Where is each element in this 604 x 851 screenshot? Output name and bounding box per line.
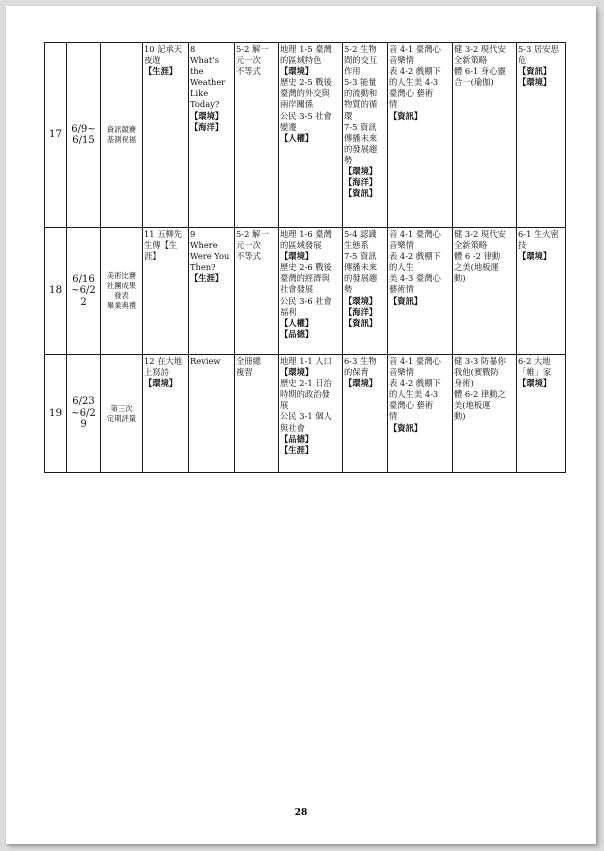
social-lesson-line: 【環境】 (280, 251, 314, 262)
arts-lesson-line: 音 4-1 臺灣心 (389, 44, 441, 54)
arts-issue-tag: 【資訊】 (389, 295, 423, 306)
date-range-line: 6/15 (72, 135, 95, 146)
social-lesson-line: 歷史 2-5 戰後 (280, 77, 332, 88)
english-lesson-line: Review (190, 356, 221, 366)
arts-lesson-line: 音樂情 (389, 367, 414, 378)
comp-issue-tag: 【環境】 (518, 378, 552, 389)
social-lesson-line: 歷史 2-1 日治 (280, 378, 332, 389)
chinese-subject-cell (143, 228, 189, 355)
arts-lesson-line: 的人生美 4-3 (389, 389, 439, 400)
comp-subject-cell (517, 228, 566, 355)
comp-lesson-line: 6-1 生火密 (518, 229, 559, 239)
arts-lesson-line: 的人生 (389, 262, 414, 273)
school-event-line: 定期評量 (106, 413, 137, 423)
social-lesson-line: 【環境】 (280, 367, 314, 378)
page-number: 28 (294, 808, 308, 818)
science-lesson-line: 的發展趨 (344, 143, 378, 154)
science-lesson-line: 的保育 (344, 367, 369, 378)
arts-subject-cell (388, 355, 453, 473)
social-lesson-line: 的區域發展 (280, 240, 322, 251)
science-lesson-line: 生態系 (344, 240, 369, 251)
social-subject-cell (279, 228, 343, 355)
social-lesson-line: 臺灣的外交與 (280, 88, 330, 99)
school-event-line: 第三次 (110, 403, 133, 413)
comp-issue-tag: 【環境】 (518, 251, 552, 262)
schedule-row (45, 43, 566, 228)
arts-subject-cell (388, 228, 453, 355)
arts-lesson-line: 表 4-2 戲棚下 (389, 378, 441, 389)
school-event-cell (101, 355, 143, 473)
date-range-line: 6/9~ (71, 123, 96, 135)
science-lesson-line: 勢 (344, 284, 353, 295)
arts-lesson-line: 表 4-2 戲棚下 (389, 251, 441, 262)
comp-issue-tag: 【資訊】 (518, 66, 552, 77)
arts-lesson-line: 音樂情 (389, 55, 414, 66)
social-issue-tag: 【品德】 (280, 328, 314, 339)
arts-lesson-line: 臺灣心 藝術 (389, 88, 434, 99)
social-issue-tag: 【生涯】 (280, 444, 314, 455)
chinese-lesson-line: 12 在大地 (144, 356, 183, 366)
comp-lesson-line: 技 (518, 240, 527, 251)
arts-issue-tag: 【資訊】 (389, 110, 423, 121)
social-subject-cell (279, 355, 343, 473)
math-subject-cell (235, 43, 279, 228)
social-lesson-line: 兩岸關係 (280, 99, 314, 110)
health-lesson-line: 我他(實戰防 (454, 367, 499, 378)
school-event-cell (101, 228, 143, 355)
arts-lesson-line: 美 4-3 臺灣心 (389, 273, 441, 284)
chinese-lesson-line: 生傳【生 (144, 240, 178, 251)
health-subject-cell (453, 228, 517, 355)
health-lesson-line: 身術) (454, 378, 474, 389)
arts-lesson-line: 藝術情 (389, 284, 414, 295)
english-lesson-line: 9 (190, 229, 196, 239)
chinese-lesson-line: 夜遊 (144, 55, 161, 66)
english-lesson-line: Where (190, 240, 218, 251)
math-lesson-line: 5-2 解一 (236, 44, 269, 54)
arts-subject-cell (388, 43, 453, 228)
social-issue-tag: 【人權】 (280, 317, 314, 328)
comp-subject-cell (517, 355, 566, 473)
social-lesson-line: 地理 1-5 臺灣 (280, 44, 332, 54)
social-lesson-line: 與社會 (280, 422, 305, 433)
science-lesson-line: 6-3 生物 (344, 356, 377, 366)
date-range-line: ~6/2 (71, 285, 96, 297)
schedule-row (45, 355, 566, 473)
social-issue-tag: 【品德】 (280, 433, 314, 444)
schedule-row (45, 228, 566, 355)
science-lesson-line: 【環境】 (344, 378, 378, 389)
comp-lesson-line: 6-2 大地 (518, 356, 551, 366)
arts-issue-tag: 【資訊】 (389, 422, 423, 433)
english-lesson-line: Then? (190, 262, 216, 273)
health-lesson-line: 合一(瑜伽) (454, 77, 494, 88)
english-issue-tag: 【海洋】 (190, 121, 224, 132)
science-lesson-line: 5-4 認識 (344, 229, 377, 239)
health-lesson-line: 健 3-2 現代安 (454, 229, 506, 239)
week-number-cell: 17 (45, 43, 67, 228)
english-subject-cell (189, 355, 235, 473)
science-subject-cell (343, 228, 388, 355)
social-lesson-line: 展 (280, 400, 289, 411)
health-lesson-line: 之美(地板運 (454, 262, 499, 273)
school-event-line: 資訊競賽 (106, 125, 137, 134)
health-lesson-line: 動) (454, 273, 466, 284)
comp-subject-cell (517, 43, 566, 228)
health-lesson-line: 動) (454, 411, 466, 422)
english-lesson-line: Like (190, 88, 209, 99)
social-lesson-line: 福利 (280, 306, 297, 317)
comp-lesson-line: 5-3 居安思 (518, 44, 559, 54)
social-subject-cell (279, 43, 343, 228)
science-lesson-line: 5-3 能量 (344, 77, 377, 88)
math-lesson-line: 元一次 (236, 240, 261, 251)
date-range-line: 6/23 (72, 396, 95, 408)
date-range-cell (67, 355, 101, 473)
english-lesson-line: Today? (190, 99, 220, 110)
science-lesson-line: 的發展趨 (344, 273, 378, 284)
arts-lesson-line: 音 4-1 臺灣心 (389, 229, 441, 239)
comp-lesson-line: 「帷」家 (518, 367, 552, 378)
arts-lesson-line: 音 4-1 臺灣心 (389, 356, 441, 366)
social-lesson-line: 【環境】 (280, 66, 314, 77)
date-range-line: 2 (80, 296, 87, 308)
arts-lesson-line: 音樂情 (389, 240, 414, 251)
weekly-schedule-table (44, 42, 566, 473)
social-lesson-line: 變遷 (280, 121, 297, 132)
english-issue-tag: 【環境】 (190, 110, 224, 121)
document-page (6, 6, 596, 844)
math-lesson-line: 複習 (236, 367, 253, 378)
science-issue-tag: 【資訊】 (344, 317, 378, 328)
arts-lesson-line: 表 4-2 戲棚下 (389, 66, 441, 77)
chinese-lesson-line: 上寫詩 (144, 367, 169, 378)
social-lesson-line: 【人權】 (280, 132, 314, 143)
chinese-issue-tag: 【生涯】 (144, 66, 178, 77)
chinese-issue-tag: 【環境】 (144, 378, 178, 389)
health-subject-cell (453, 355, 517, 473)
social-lesson-line: 地理 1-6 臺灣 (280, 229, 332, 239)
english-issue-tag: 【生涯】 (190, 273, 224, 284)
science-subject-cell (343, 43, 388, 228)
science-issue-tag: 【海洋】 (344, 177, 378, 188)
health-lesson-line: 體 6-1 身心靈 (454, 66, 506, 77)
english-lesson-line: the (190, 66, 204, 77)
chinese-subject-cell (143, 355, 189, 473)
date-range-line: ~6/2 (71, 407, 96, 419)
health-lesson-line: 健 3-3 防暴你 (454, 356, 506, 366)
science-lesson-line: 5-2 生物 (344, 44, 377, 54)
arts-lesson-line: 情 (389, 411, 398, 422)
social-lesson-line: 公民 3-6 社會 (280, 295, 332, 306)
science-lesson-line: 勢 (344, 154, 353, 165)
math-lesson-line: 元一次 (236, 55, 261, 66)
school-event-line: 畢業典禮 (106, 301, 137, 310)
science-issue-tag: 【環境】 (344, 295, 378, 306)
science-lesson-line: 間的交互 (344, 55, 378, 66)
science-lesson-line: 環 (344, 110, 353, 121)
arts-lesson-line: 情 (389, 99, 398, 110)
english-lesson-line: What’s (190, 55, 220, 66)
comp-issue-tag: 【環境】 (518, 77, 552, 88)
health-lesson-line: 健 3-2 現代安 (454, 44, 506, 54)
science-issue-tag: 【資訊】 (344, 188, 378, 199)
math-subject-cell (235, 355, 279, 473)
math-lesson-line: 全冊總 (236, 356, 261, 366)
chinese-subject-cell (143, 43, 189, 228)
date-range-cell (67, 228, 101, 355)
science-subject-cell (343, 355, 388, 473)
week-number-cell: 19 (45, 355, 67, 473)
english-subject-cell (189, 43, 235, 228)
health-subject-cell (453, 43, 517, 228)
date-range-cell (67, 43, 101, 228)
chinese-lesson-line: 涯】 (144, 251, 161, 262)
arts-lesson-line: 臺灣心 藝術 (389, 400, 434, 411)
science-lesson-line: 7-5 資訊 (344, 121, 377, 132)
science-lesson-line: 傳播未來 (344, 132, 378, 143)
science-lesson-line: 傳播未來 (344, 262, 378, 273)
health-lesson-line: 全新策略 (454, 55, 488, 66)
school-event-line: 發表 (114, 291, 129, 300)
school-event-line: 基測祝福 (106, 135, 137, 144)
math-lesson-line: 不等式 (236, 66, 261, 77)
social-lesson-line: 社會發展 (280, 284, 314, 295)
chinese-lesson-line: 10 記承天 (144, 44, 183, 54)
english-lesson-line: Were You (190, 251, 230, 262)
math-lesson-line: 不等式 (236, 251, 261, 262)
science-lesson-line: 作用 (344, 66, 361, 77)
health-lesson-line: 體 6 -2 律動 (454, 251, 501, 262)
social-lesson-line: 臺灣的經濟與 (280, 273, 330, 284)
school-event-line: 社團成果 (106, 281, 137, 290)
health-lesson-line: 美(地板運 (454, 400, 491, 411)
science-issue-tag: 【環境】 (344, 166, 378, 177)
arts-lesson-line: 的人生美 4-3 (389, 77, 439, 88)
math-lesson-line: 5-2 解一 (236, 229, 269, 239)
social-lesson-line: 公民 3-5 社會 (280, 110, 332, 121)
science-lesson-line: 物質的循 (344, 99, 378, 110)
chinese-lesson-line: 11 五柳先 (144, 229, 183, 239)
week-number-cell: 18 (45, 228, 67, 355)
social-lesson-line: 歷史 2-6 戰後 (280, 262, 332, 273)
english-lesson-line: 8 (190, 44, 196, 54)
english-lesson-line: Weather (190, 77, 226, 88)
comp-lesson-line: 危 (518, 55, 527, 66)
social-lesson-line: 的區域特色 (280, 55, 322, 66)
school-event-line: 美術比賽 (106, 271, 137, 280)
science-lesson-line: 的流動和 (344, 88, 378, 99)
health-lesson-line: 體 6-2 律動之 (454, 389, 506, 400)
social-lesson-line: 公民 3-1 個人 (280, 411, 332, 422)
english-subject-cell (189, 228, 235, 355)
school-event-cell (101, 43, 143, 228)
date-range-line: 9 (80, 419, 87, 431)
health-lesson-line: 全新策略 (454, 240, 488, 251)
science-issue-tag: 【海洋】 (344, 306, 378, 317)
social-lesson-line: 時期的政治發 (280, 389, 330, 400)
math-subject-cell (235, 228, 279, 355)
social-lesson-line: 地理 1-1 人口 (280, 356, 332, 366)
date-range-line: 6/16 (72, 273, 95, 285)
science-lesson-line: 7-5 資訊 (344, 251, 377, 262)
